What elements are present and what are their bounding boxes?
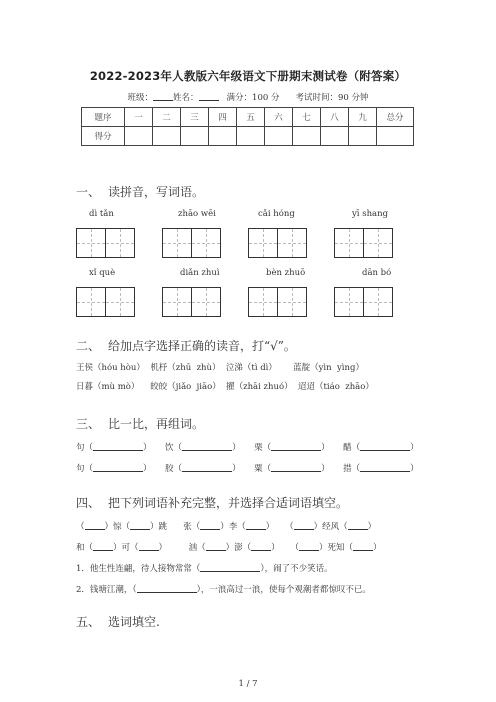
pinyin-label: zhāo wēi	[178, 209, 216, 219]
section-title: 把下列词语补充完整，并选择合适词语填空。	[108, 496, 349, 510]
answer-blank[interactable]	[294, 520, 314, 530]
score-table-header	[82, 108, 414, 127]
section-1-heading	[76, 183, 204, 200]
writing-grid[interactable]	[334, 228, 393, 258]
section-number: 二、	[76, 339, 101, 353]
score-cell	[377, 127, 414, 146]
pinyin-label: yī shang	[352, 209, 389, 219]
idiom-line: （ ）惊（ ）跳 张（ ）李（ ） （ ）经风（ ）	[76, 522, 377, 532]
name-blank	[199, 92, 219, 101]
class-blank	[153, 92, 173, 101]
answer-blank[interactable]	[200, 520, 220, 530]
pinyin-label: diǎn zhuì	[180, 268, 220, 278]
answer-blank[interactable]	[271, 441, 321, 451]
fill-sentence: 1．他生性连翩，待人接物常常（ ），闹了不少笑话。	[76, 564, 333, 574]
score-cell	[321, 127, 349, 146]
pinyin-label: dān bó	[362, 268, 392, 278]
score-row-label: 得分	[82, 127, 125, 146]
answer-blank[interactable]	[85, 520, 105, 530]
writing-grid[interactable]	[162, 228, 221, 258]
score-header-cell: 总分	[377, 108, 414, 127]
compare-line: 句（ ） 胶（ ） 粟（ ） 措（ ）	[76, 464, 419, 474]
section-title: 选词填空.	[108, 615, 160, 629]
answer-blank[interactable]	[93, 541, 113, 551]
pinyin-label: dì tǎn	[89, 209, 114, 219]
score-cell	[209, 127, 237, 146]
section-4-heading	[76, 494, 348, 511]
score-cell	[349, 127, 377, 146]
writing-grid[interactable]	[248, 287, 307, 317]
answer-blank[interactable]	[139, 541, 159, 551]
score-header-cell: 六	[265, 108, 293, 127]
section-number: 三、	[76, 417, 101, 431]
writing-grid[interactable]	[334, 287, 393, 317]
score-header-cell: 七	[293, 108, 321, 127]
section-title: 比一比，再组词。	[108, 417, 205, 431]
pinyin-label: cǎi hóng	[258, 209, 295, 219]
score-header-cell: 九	[349, 108, 377, 127]
compare-line: 句（ ） 饮（ ） 栗（ ） 醋（ ）	[76, 443, 419, 453]
writing-grid[interactable]	[76, 287, 135, 317]
idiom-line: 和（ ）可（ ） 汹（ ）澎（ ） （ ）死知（ ）	[76, 543, 382, 553]
answer-blank[interactable]	[182, 462, 232, 472]
class-label: 班级：	[127, 93, 154, 103]
name-label: 姓名：	[173, 93, 199, 103]
answer-blank[interactable]	[251, 541, 271, 551]
score-header-cell: 五	[237, 108, 265, 127]
answer-blank[interactable]	[360, 441, 410, 451]
score-table	[81, 107, 414, 146]
section-number: 四、	[76, 496, 101, 510]
section-number: 五、	[76, 615, 101, 629]
answer-blank[interactable]	[93, 462, 143, 472]
score-cell	[237, 127, 265, 146]
answer-blank[interactable]	[182, 441, 232, 451]
score-header-cell: 四	[209, 108, 237, 127]
score-cell	[265, 127, 293, 146]
answer-blank[interactable]	[353, 541, 373, 551]
full-score: 满分：100 分	[226, 93, 280, 103]
score-header-cell: 二	[153, 108, 181, 127]
pronunciation-line: 日暮（mù mò） 皎皎（jiǎo jiāo） 擢（zhāi zhuó） 迢迢（tiáo zhāo）	[76, 382, 374, 392]
answer-blank[interactable]	[360, 462, 410, 472]
writing-grid[interactable]	[76, 228, 135, 258]
score-cell	[125, 127, 153, 146]
score-header-cell: 八	[321, 108, 349, 127]
score-table-row	[82, 127, 414, 146]
pronunciation-line: 王侯（hóu hòu） 机杼（zhū zhù） 泣涕（tì dì） 蓝靛（yìn yìng）	[76, 363, 364, 373]
section-5-heading	[76, 613, 160, 630]
section-title: 读拼音，写词语。	[108, 185, 205, 199]
exam-info	[0, 91, 496, 103]
pinyin-label: bèn zhuō	[266, 268, 306, 278]
writing-grid[interactable]	[248, 228, 307, 258]
section-number: 一、	[76, 185, 101, 199]
exam-time: 考试时间：90 分钟	[295, 93, 369, 103]
page-title: 2022-2023年人教版六年级语文下册期末测试卷（附答案）	[89, 69, 407, 83]
answer-blank[interactable]	[93, 441, 143, 451]
score-cell	[181, 127, 209, 146]
score-cell	[153, 127, 181, 146]
score-header-cell: 题序	[82, 108, 125, 127]
writing-grid[interactable]	[162, 287, 221, 317]
score-header-cell: 一	[125, 108, 153, 127]
section-2-heading	[76, 337, 296, 354]
answer-blank[interactable]	[271, 462, 321, 472]
answer-blank[interactable]	[200, 562, 260, 572]
page-number: 1 / 7	[238, 679, 258, 689]
answer-blank[interactable]	[130, 520, 150, 530]
pinyin-label: xǐ què	[89, 268, 116, 278]
answer-blank[interactable]	[348, 520, 368, 530]
score-header-cell: 三	[181, 108, 209, 127]
answer-blank[interactable]	[206, 541, 226, 551]
answer-blank[interactable]	[299, 541, 319, 551]
section-3-heading	[76, 415, 204, 432]
fill-sentence: 2．钱塘江潮，（ ），一浪高过一浪，使每个观潮者都惊叹不已。	[76, 585, 371, 595]
score-cell	[293, 127, 321, 146]
answer-blank[interactable]	[246, 520, 266, 530]
section-title: 给加点字选择正确的读音，打“√”。	[108, 339, 296, 353]
answer-blank[interactable]	[137, 583, 197, 593]
